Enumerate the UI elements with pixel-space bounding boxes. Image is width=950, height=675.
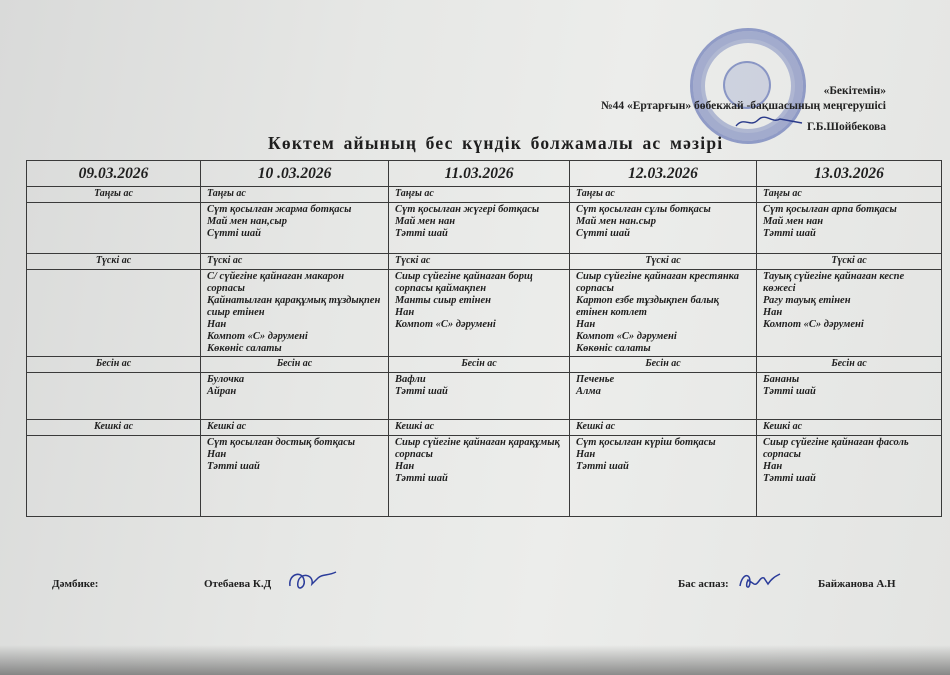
dish-item: Компот «С» дәрумені [576,331,677,342]
dish-cell [389,270,570,357]
dish-row-snack [27,373,942,420]
empty-cell [27,436,201,517]
empty-cell [27,373,201,420]
dish-item: Печенье [576,374,615,385]
dietitian-label: Дәмбике: [52,578,99,590]
dish-item: Тәтті шай [763,228,816,239]
dish-item: Нан [763,307,783,318]
head-signature [734,114,804,130]
dish-cell [570,373,757,420]
dish-item: Манты сиыр етінен [395,295,491,306]
dish-cell [757,203,942,254]
dish-cell [201,270,389,357]
dish-item: Нан [395,461,415,472]
dietitian-signature [284,566,340,596]
dish-item: Рагу тауық етінен [763,295,851,306]
meal-label: Бесін ас [389,357,570,373]
meal-label: Бесін ас [570,357,757,373]
date-header: 09.03.2026 [27,161,201,187]
dish-item: Май мен нан [395,216,456,227]
meal-label: Кешкі ас [757,420,942,436]
page-title: Көктем айының бес күндік болжамалы ас мәзірі [268,133,724,153]
meal-label: Түскі ас [27,254,201,270]
dish-item: Бананы [763,374,800,385]
dish-item: Нан [576,319,596,330]
dish-cell [570,436,757,517]
dish-cell [389,203,570,254]
dish-item: Сиыр сүйегіне қайнаған борщ сорпасы қаймақпен [395,271,533,294]
meal-row-snack [27,357,942,373]
dish-item: Компот «С» дәрумені [395,319,496,330]
meal-label: Кешкі ас [389,420,570,436]
meal-label: Түскі ас [389,254,570,270]
meal-label: Бесін ас [201,357,389,373]
dish-item: Көкөніс салаты [207,343,282,354]
dish-item: Нан [763,461,783,472]
dish-item: Қайнатылған қарақұмық тұздықпен сиыр етінен [207,295,381,318]
dish-row-breakfast [27,203,942,254]
meal-label: Таңғы ас [389,187,570,203]
dish-item: С/ сүйегіне қайнаған макарон сорпасы [207,271,345,294]
dish-item: Сүт қосылған арпа ботқасы [763,204,897,215]
dish-item: Тәтті шай [207,461,260,472]
meal-label: Таңғы ас [757,187,942,203]
dish-item: Тәтті шай [763,386,816,397]
date-header: 12.03.2026 [570,161,757,187]
empty-cell [27,270,201,357]
dish-row-dinner [27,436,942,517]
dish-cell [757,373,942,420]
approval-heading: «Бекітемін» [823,85,886,97]
dish-item: Тәтті шай [576,461,629,472]
date-header: 10 .03.2026 [201,161,389,187]
meal-label: Түскі ас [201,254,389,270]
meal-label: Бесін ас [27,357,201,373]
dish-item: Сүтті шай [207,228,261,239]
dish-item: Сүт қосылған сұлы ботқасы [576,204,711,215]
dish-item: Вафли [395,374,426,385]
dietitian-name: Отебаева К.Д [204,578,272,590]
dish-item: Май мен нан,сыр [207,216,287,227]
dish-item: Сиыр сүйегіне қайнаған қарақұмық сорпасы [395,437,560,460]
dish-item: Тәтті шай [395,473,448,484]
meal-label: Бесін ас [757,357,942,373]
dish-cell [389,436,570,517]
meal-row-lunch [27,254,942,270]
dish-cell [201,203,389,254]
date-header-row [27,161,942,187]
dish-cell [757,436,942,517]
dish-item: Тәтті шай [395,386,448,397]
approval-name: Г.Б.Шойбекова [807,121,886,133]
dish-item: Сүт қосылған жүгері ботқасы [395,204,540,215]
empty-cell [27,203,201,254]
dish-item: Май мен нан.сыр [576,216,656,227]
menu-table [26,160,942,517]
dish-item: Нан [395,307,415,318]
date-header: 13.03.2026 [757,161,942,187]
meal-label: Кешкі ас [570,420,757,436]
dish-item: Компот «С» дәрумені [763,319,864,330]
dish-cell [389,373,570,420]
meal-row-dinner [27,420,942,436]
dish-cell [201,373,389,420]
meal-label: Түскі ас [757,254,942,270]
dish-item: Айран [207,386,237,397]
dish-cell [201,436,389,517]
meal-row-breakfast [27,187,942,203]
chef-label: Бас аспаз: [678,578,729,590]
dish-item: Сиыр сүйегіне қайнаған фасоль сорпасы [763,437,909,460]
dish-item: Нан [207,319,227,330]
meal-label: Таңғы ас [201,187,389,203]
dish-row-lunch [27,270,942,357]
dish-item: Май мен нан [763,216,824,227]
date-header: 11.03.2026 [389,161,570,187]
dish-item: Картоп езбе тұздықпен балық етінен котлет [576,295,720,318]
dish-cell [570,203,757,254]
dish-item: Алма [576,386,601,397]
meal-label: Кешкі ас [27,420,201,436]
approval-position: №44 «Ертарғын» бөбекжай -бақшасының меңгерушісі [601,100,886,112]
dish-item: Сүт қосылған күріш ботқасы [576,437,716,448]
dish-item: Нан [576,449,596,460]
dish-item: Нан [207,449,227,460]
dish-item: Көкөніс салаты [576,343,651,354]
meal-label: Түскі ас [570,254,757,270]
dish-item: Тәтті шай [395,228,448,239]
dish-item: Сүт қосылған достық ботқасы [207,437,356,448]
dish-item: Булочка [207,374,245,385]
approval-block [601,84,886,135]
dish-item: Тәтті шай [763,473,816,484]
dish-item: Сүт қосылған жарма ботқасы [207,204,352,215]
dish-item: Компот «С» дәрумені [207,331,308,342]
meal-label: Таңғы ас [570,187,757,203]
chef-signature [736,568,782,594]
approval-name-line [601,114,886,135]
dish-item: Сүтті шай [576,228,630,239]
meal-label: Таңғы ас [27,187,201,203]
dish-item: Сиыр сүйегіне қайнаған крестянка сорпасы [576,271,739,294]
dish-cell [570,270,757,357]
dish-cell [757,270,942,357]
dish-item: Тауық сүйегіне қайнаған кеспе көжесі [763,271,905,294]
chef-name: Байжанова А.Н [818,578,896,590]
meal-label: Кешкі ас [201,420,389,436]
